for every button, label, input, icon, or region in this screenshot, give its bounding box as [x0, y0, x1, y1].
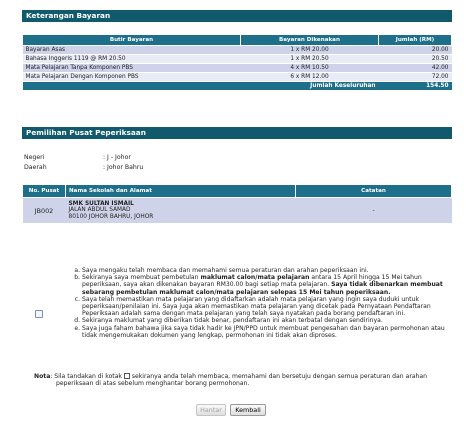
table-row	[23, 55, 452, 64]
bayaran-section-title: Keterangan Bayaran	[26, 11, 111, 20]
header-catatan: Catatan	[296, 185, 452, 198]
table-row	[23, 64, 452, 73]
header-no-pusat: No. Pusat	[23, 185, 66, 198]
sekolah-cell	[66, 198, 296, 224]
nota-label: Nota	[34, 373, 51, 380]
header-nama-sekolah: Nama Sekolah dan Alamat	[66, 185, 296, 198]
pusat-section-header	[22, 127, 452, 139]
total-label: Jumlah Keseluruhan	[241, 82, 379, 91]
table-row	[23, 73, 452, 82]
jumlah-cell: 42.00	[379, 64, 452, 73]
table-row	[23, 46, 452, 55]
dikenakan-cell: 4 x RM 10.50	[241, 64, 379, 73]
no-pusat-cell: JB002	[23, 198, 66, 224]
bayaran-table-header	[23, 35, 452, 46]
sekolah-name: SMK SULTAN ISMAIL	[68, 200, 134, 207]
declaration-item-d: d. Sekiranya maklumat yang diberikan tidak benar, pendaftaran ini akan terbatal dengan sendirinya.	[82, 317, 452, 324]
bayaran-table	[22, 34, 452, 91]
daerah-value: : Johor Bahru	[103, 164, 144, 171]
jumlah-cell: 72.00	[379, 73, 452, 82]
jumlah-cell: 20.50	[379, 55, 452, 64]
bayaran-section-header	[22, 10, 452, 22]
pusat-table	[22, 184, 452, 224]
header-butir-bayaran: Butir Bayaran	[23, 35, 241, 46]
butir-cell: Bahasa Inggeris 1119 @ RM 20.50	[23, 55, 241, 64]
declaration-item-e: e. Saya juga faham bahawa jika saya tidak hadir ke JPN/PPD untuk membuat pengesahan dan bayaran permohonan atau tidak mengemukakan dokumen yang lengkap, permohonan ini tidak akan diproses.	[82, 325, 452, 339]
table-row	[23, 198, 452, 224]
nota-text: Nota: Sila tandakan di kotak sekiranya anda telah membaca, memahami dan bersetuju dengan semua peraturan dan arahan peperiksaan di atas sebelum menghantar borang permohonan.	[34, 373, 428, 388]
sekolah-alamat-1: JALAN ABDUL SAMAD	[68, 207, 131, 214]
declaration-item-b: b. Sekiranya saya membuat pembetulan maklumat calon/mata pelajaran antara 15 April hingga 15 Mei tahun peperiksaan, saya akan dikenakan bayaran RM30.00 bagi setiap mata pelajaran. Saya tidak dibenarkan membuat sebarang pembetulan maklumat calon/mata pelajaran selepas 15 Mei tahun peperiksaan.	[82, 274, 452, 296]
dikenakan-cell: 6 x RM 12.00	[241, 73, 379, 82]
total-row	[23, 82, 452, 91]
pusat-section-title: Pemilihan Pusat Peperiksaan	[26, 128, 146, 137]
catatan-cell: -	[296, 198, 452, 224]
jumlah-cell: 20.00	[379, 46, 452, 55]
dikenakan-cell: 1 x RM 20.50	[241, 55, 379, 64]
butir-cell: Mata Pelajaran Dengan Komponen PBS	[23, 73, 241, 82]
pusat-table-header	[23, 185, 452, 198]
total-value: 154.50	[379, 82, 452, 91]
declaration-item-a: a. Saya mengaku telah membaca dan memahami semua peraturan dan arahan peperiksaan ini.	[82, 267, 452, 274]
butir-cell: Mata Pelajaran Tanpa Komponen PBS	[23, 64, 241, 73]
agree-checkbox[interactable]	[35, 310, 43, 318]
butir-cell: Bayaran Asas	[23, 46, 241, 55]
negeri-value: : J - Johor	[103, 154, 131, 161]
dikenakan-cell: 1 x RM 20.00	[241, 46, 379, 55]
header-bayaran-dikenakan: Bayaran Dikenakan	[241, 35, 379, 46]
negeri-label: Negeri	[24, 154, 45, 161]
header-jumlah: Jumlah (RM)	[379, 35, 452, 46]
daerah-label: Daerah	[24, 164, 47, 171]
hantar-button[interactable]: Hantar	[196, 404, 226, 416]
sekolah-alamat-2: 80100 JOHOR BAHRU, JOHOR	[68, 213, 154, 220]
declaration-list	[82, 267, 452, 339]
declaration-item-c: c. Saya telah memastikan mata pelajaran yang didaftarkan adalah mata pelajaran yang ingin saya duduki untuk peperiksaan/penilaian ini. Saya juga akan memastikan mata pelajaran yang dicetak pada Pernyataan Pendaftaran Peperiksaan adalah sama dengan mata pelajaran yang telah saya nyatakan pada borang pendaftaran ini.	[82, 296, 452, 318]
kembali-button[interactable]: Kembali	[230, 404, 266, 416]
